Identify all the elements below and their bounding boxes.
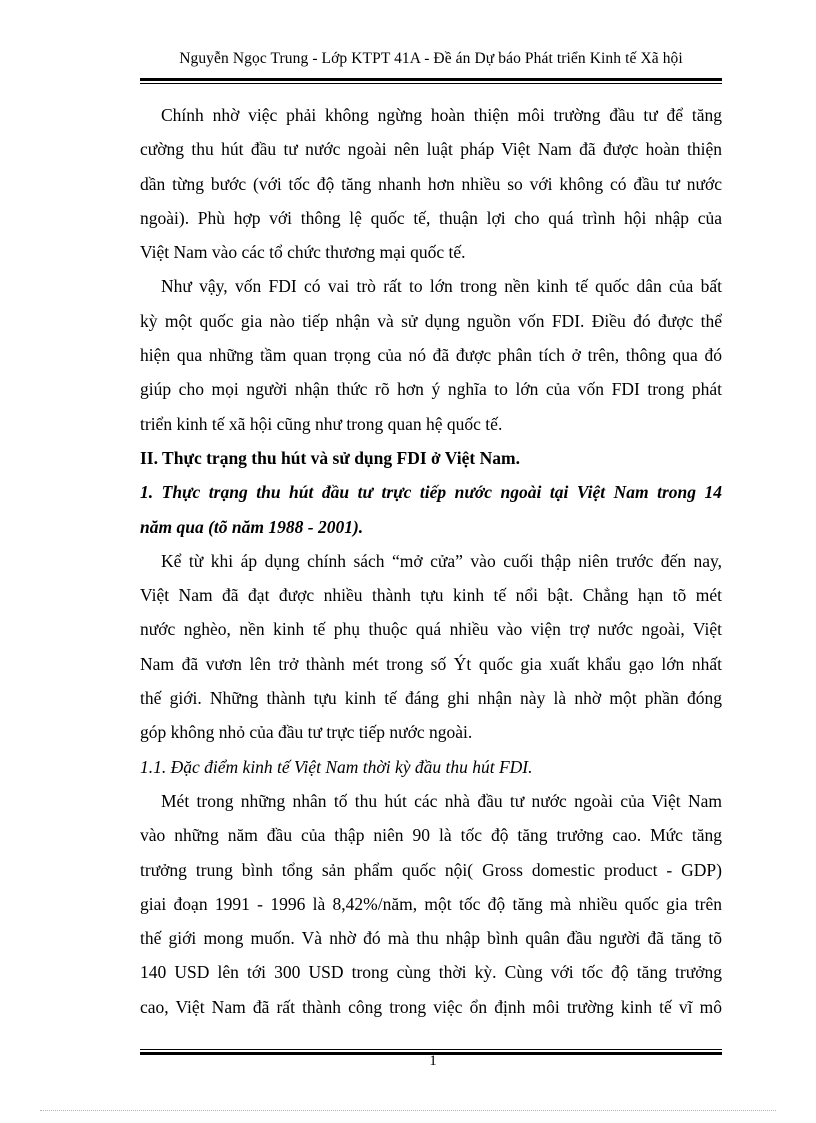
text-line: Như vậy, vốn FDI có vai trò rất to lớn trong nền kinh tế quốc dân của bất: [161, 276, 722, 297]
paragraph: [140, 784, 722, 1024]
text-line: ngoài). Phù hợp với thông lệ quốc tế, thuận lợi cho quá trình hội nhập của: [140, 207, 722, 228]
running-header: Nguyễn Ngọc Trung - Lớp KTPT 41A - Đề án Dự báo Phát triển Kinh tế Xã hội: [179, 50, 683, 67]
footer-rule-thin: [140, 1049, 722, 1050]
page-boundary-divider: [40, 1110, 776, 1111]
text-line: cao, Việt Nam đã rất thành công trong việc ổn định môi trường kinh tế vĩ mô: [140, 996, 722, 1017]
paragraph: [140, 544, 722, 750]
text-line: Nam đã vươn lên trở thành mét trong số Ýt quốc gia xuất khẩu gạo lớn nhất: [140, 653, 722, 674]
subsection-heading: [140, 475, 722, 544]
text-line: vào những năm đầu của thập niên 90 là tốc độ tăng trưởng cao. Mức tăng: [140, 825, 722, 846]
text-line: Mét trong những nhân tố thu hút các nhà đầu tư nước ngoài của Việt Nam: [161, 790, 722, 811]
heading-line: 1. Thực trạng thu hút đầu tư trực tiếp nước ngoài tại Việt Nam trong 14: [140, 482, 722, 503]
sub-subsection-heading: 1.1. Đặc điểm kinh tế Việt Nam thời kỳ đầu thu hút FDI.: [140, 756, 533, 777]
text-line: trưởng trung bình tổng sản phẩm quốc nội( Gross domestic product - GDP): [140, 859, 722, 880]
text-line: góp không nhỏ của đầu tư trực tiếp nước ngoài.: [140, 722, 473, 743]
text-line: 140 USD lên tới 300 USD trong cùng thời kỳ. Cùng với tốc độ tăng trưởng: [140, 962, 722, 983]
heading-line: năm qua (tõ năm 1988 - 2001).: [140, 516, 364, 537]
text-line: Việt Nam đã đạt được nhiều thành tựu kinh tế nổi bật. Chẳng hạn tõ mét: [140, 585, 722, 606]
text-line: cường thu hút đầu tư nước ngoài nên luật pháp Việt Nam đã được hoàn thiện: [140, 139, 722, 160]
header-rule-thick: [140, 78, 722, 81]
text-line: nước nghèo, nền kinh tế phụ thuộc quá nhiều vào viện trợ nước ngoài, Việt: [140, 619, 722, 640]
text-line: thế giới. Những thành tựu kinh tế đáng ghi nhận này là nhờ một phần đóng: [140, 688, 722, 709]
header-rule-thin: [140, 83, 722, 84]
text-line: Chính nhờ việc phải không ngừng hoàn thiện môi trường đầu tư để tăng: [161, 105, 722, 125]
section-heading: II. Thực trạng thu hút và sử dụng FDI ở Việt Nam.: [140, 447, 520, 468]
text-line: triển kinh tế xã hội cũng như trong quan hệ quốc tế.: [140, 413, 503, 434]
paragraph: [140, 98, 722, 269]
text-line: Việt Nam vào các tổ chức thương mại quốc tế.: [140, 242, 466, 263]
text-line: kỳ một quốc gia nào tiếp nhận và sử dụng nguồn vốn FDI. Điều đó được thể: [140, 310, 722, 331]
text-line: giai đoạn 1991 - 1996 là 8,42%/năm, một tốc độ tăng mà nhiều quốc gia trên: [140, 893, 722, 914]
text-line: Kể từ khi áp dụng chính sách “mở cửa” vào cuối thập niên trước đến nay,: [161, 550, 722, 571]
text-line: thế giới mong muốn. Và nhờ đó mà thu nhập bình quân đầu người đã tăng tõ: [140, 928, 722, 949]
paragraph: [140, 269, 722, 440]
text-line: dần từng bước (với tốc độ tăng nhanh hơn nhiều so với không có đầu tư nước: [140, 173, 722, 194]
text-line: giúp cho mọi người nhận thức rõ hơn ý nghĩa to lớn của vốn FDI trong phát: [140, 379, 722, 400]
page-number: 1: [429, 1053, 437, 1069]
text-line: hiện qua những tầm quan trọng của nó đã được phân tích ở trên, thông qua đó: [140, 345, 722, 366]
document-body: [140, 98, 722, 1024]
